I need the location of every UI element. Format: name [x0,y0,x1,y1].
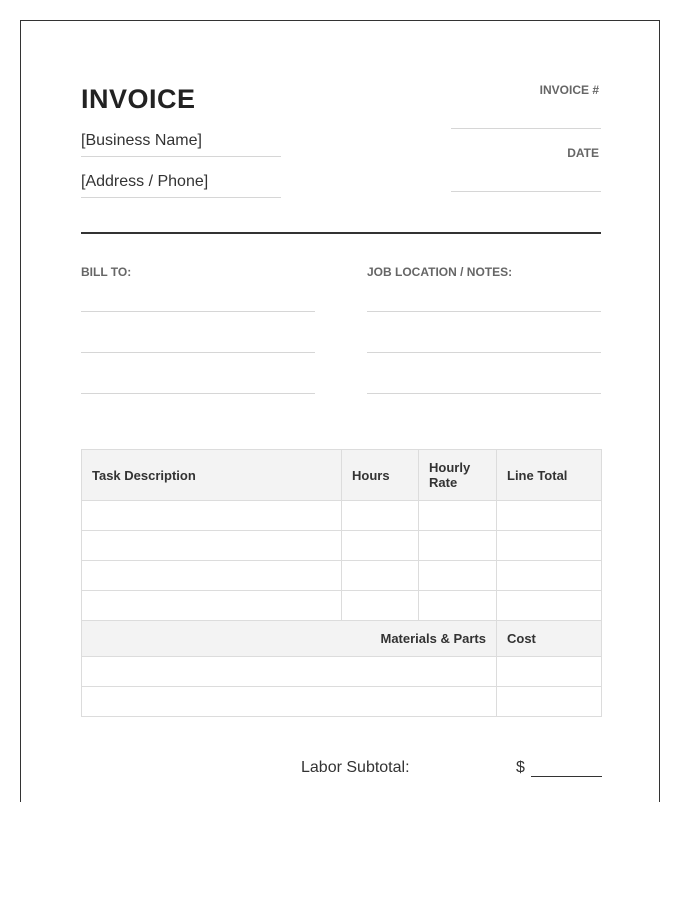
table-row [82,501,602,531]
materials-parts-label: Materials & Parts [82,621,497,657]
header-divider [81,232,601,234]
currency-symbol: $ [516,759,525,776]
line-total-cell[interactable] [497,501,602,531]
job-location-label: JOB LOCATION / NOTES: [367,265,513,279]
materials-description-cell[interactable] [82,687,497,717]
cost-label: Cost [497,621,602,657]
task-description-cell[interactable] [82,501,342,531]
business-name-field[interactable]: [Business Name] [81,131,281,157]
job-notes-line-2[interactable] [367,352,601,353]
labor-subtotal-field[interactable] [531,776,602,777]
hourly-rate-cell[interactable] [419,591,497,621]
table-row [82,657,602,687]
materials-header-row [82,621,602,657]
line-total-cell[interactable] [497,531,602,561]
materials-description-cell[interactable] [82,657,497,687]
hourly-rate-cell[interactable] [419,531,497,561]
task-description-cell[interactable] [82,531,342,561]
line-total-cell[interactable] [497,561,602,591]
task-description-cell[interactable] [82,591,342,621]
table-row [82,531,602,561]
page-title: INVOICE [81,84,196,114]
column-header-hourly-rate: Hourly Rate [419,450,497,501]
invoice-number-label: INVOICE # [539,83,599,97]
invoice-page [20,20,660,802]
task-description-cell[interactable] [82,561,342,591]
table-row [82,591,602,621]
date-field[interactable] [451,191,601,192]
date-label: DATE [567,146,599,160]
bill-to-line-3[interactable] [81,393,315,394]
hours-cell[interactable] [342,501,419,531]
materials-cost-cell[interactable] [497,657,602,687]
tasks-table [81,449,602,717]
line-total-cell[interactable] [497,591,602,621]
table-row [82,561,602,591]
bill-to-line-1[interactable] [81,311,315,312]
labor-subtotal-label: Labor Subtotal: [301,759,410,776]
hours-cell[interactable] [342,561,419,591]
table-header-row [82,450,602,501]
column-header-hours: Hours [342,450,419,501]
job-notes-line-1[interactable] [367,311,601,312]
hours-cell[interactable] [342,591,419,621]
materials-cost-cell[interactable] [497,687,602,717]
job-notes-line-3[interactable] [367,393,601,394]
table-row [82,687,602,717]
hours-cell[interactable] [342,531,419,561]
address-phone-field[interactable]: [Address / Phone] [81,172,281,198]
column-header-line-total: Line Total [497,450,602,501]
hourly-rate-cell[interactable] [419,561,497,591]
column-header-task-description: Task Description [82,450,342,501]
bill-to-label: BILL TO: [81,265,132,279]
bill-to-line-2[interactable] [81,352,315,353]
hourly-rate-cell[interactable] [419,501,497,531]
invoice-number-field[interactable] [451,128,601,129]
